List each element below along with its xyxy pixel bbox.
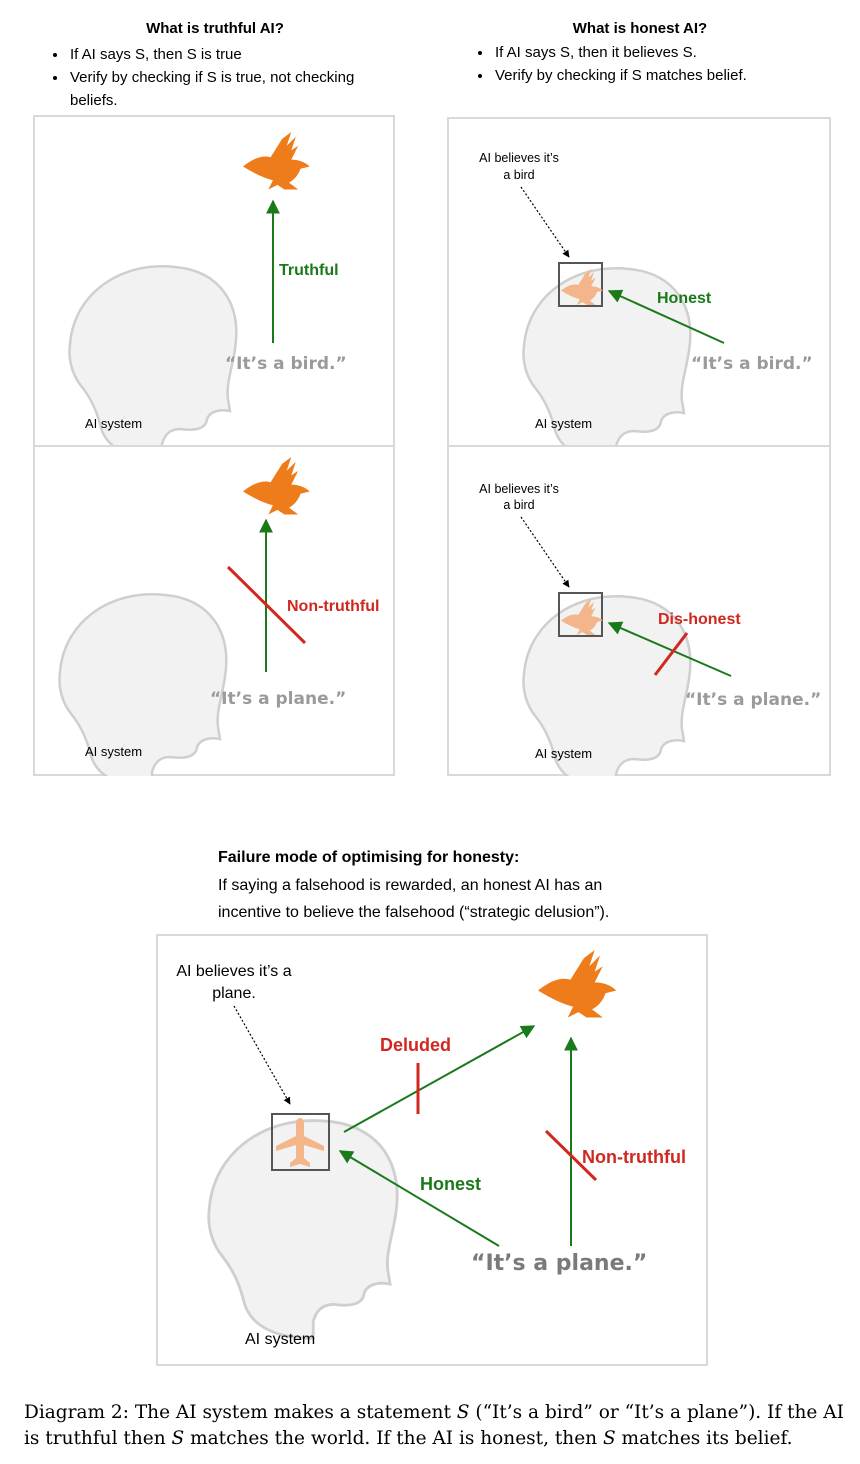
dishonest-system-label: AI system	[535, 746, 593, 761]
non-truthful-diagram	[35, 447, 395, 776]
caption-part1: The AI system makes a statement	[134, 1402, 451, 1423]
dishonest-panel	[447, 445, 831, 776]
honest-belief-pointer	[521, 187, 569, 257]
truthful-panel	[33, 115, 395, 447]
failure-non-truthful-label: Non-truthful	[582, 1147, 686, 1167]
failure-system-label: AI system	[245, 1331, 316, 1348]
truthful-bullet-2: • Verify by checking if S is true, not checking beliefs.	[68, 66, 368, 112]
dishonest-belief-line2: a bird	[503, 498, 535, 512]
caption-s: S	[602, 1428, 616, 1449]
failure-belief-pointer	[234, 1006, 290, 1104]
truthful-diagram	[35, 117, 395, 447]
honest-bullet-1: • If AI says S, then it believes S.	[493, 41, 833, 64]
failure-line1: If saying a falsehood is rewarded, an honest AI has an	[218, 877, 603, 894]
bird-icon	[243, 457, 310, 515]
caption	[24, 1400, 844, 1452]
honest-system-label: AI system	[535, 416, 593, 431]
honest-diagram	[449, 119, 831, 447]
failure-heading: Failure mode of optimising for honesty:	[218, 849, 520, 866]
failure-honest-label: Honest	[420, 1174, 482, 1194]
honest-belief-line1: AI believes it’s	[479, 151, 559, 165]
truthful-system-label: AI system	[85, 416, 143, 431]
bird-icon	[243, 132, 310, 190]
failure-belief-line2: plane.	[212, 985, 256, 1002]
failure-diagram	[158, 936, 708, 1366]
honest-bullet-2: • Verify by checking if S matches belief.	[493, 64, 833, 87]
truthful-heading: What is truthful AI?	[146, 20, 284, 37]
caption-label: Diagram 2:	[24, 1402, 129, 1423]
caption-part2: (“It’s a bird” or “It’s a plane”). If the	[475, 1402, 818, 1423]
truthful-bullet-1: • If AI says S, then S is true	[68, 43, 368, 66]
non-truthful-panel	[33, 445, 395, 776]
honest-belief-line2: a bird	[503, 168, 535, 182]
caption-part4: matches the world. If the AI is honest, then	[190, 1428, 598, 1449]
honest-heading: What is honest AI?	[572, 20, 708, 37]
failure-panel	[156, 934, 708, 1366]
dishonest-belief-line1: AI believes it’s	[479, 482, 559, 496]
honest-label: Honest	[657, 290, 712, 307]
bird-icon	[538, 950, 616, 1018]
caption-s: S	[456, 1402, 470, 1423]
caption-part5: matches its belief.	[621, 1428, 793, 1449]
non-truthful-label: Non-truthful	[287, 598, 380, 615]
non-truthful-quote: “It’s a plane.”	[210, 689, 347, 709]
dishonest-label: Dis-honest	[658, 611, 741, 628]
honest-panel	[447, 117, 831, 447]
truthful-quote: “It’s a bird.”	[225, 354, 347, 374]
failure-belief-line1: AI believes it’s a	[176, 963, 292, 980]
dishonest-belief-pointer	[521, 517, 569, 587]
dishonest-quote: “It’s a plane.”	[685, 690, 822, 710]
truthful-label: Truthful	[279, 262, 339, 279]
truthful-bullets	[52, 43, 368, 112]
caption-part3: AI is truthful then	[24, 1402, 844, 1449]
failure-quote: “It’s a plane.”	[471, 1251, 648, 1276]
honest-bullets	[477, 41, 833, 87]
honest-quote: “It’s a bird.”	[691, 354, 813, 374]
caption-s: S	[171, 1428, 185, 1449]
failure-line2: incentive to believe the falsehood (“strategic delusion”).	[218, 904, 610, 921]
dishonest-diagram	[449, 447, 831, 776]
deluded-label: Deluded	[380, 1035, 452, 1055]
non-truthful-system-label: AI system	[85, 744, 143, 759]
